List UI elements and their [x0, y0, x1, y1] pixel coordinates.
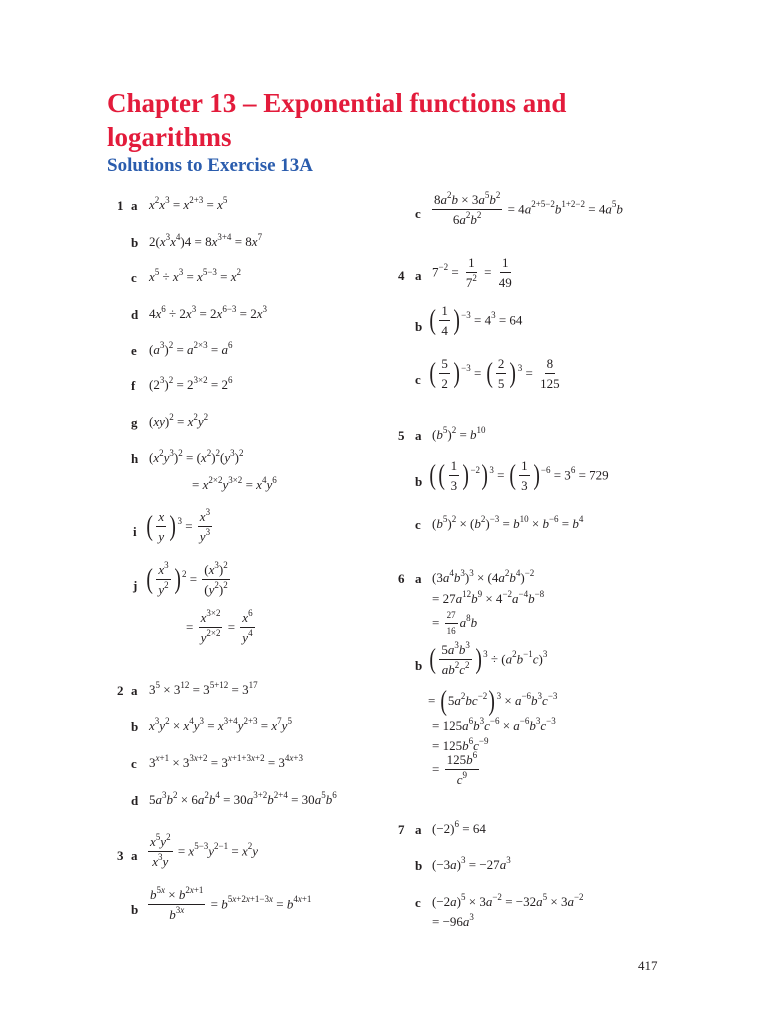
solution-line: $(x^2y^3)^2 = (x^2)^2(y^3)^2$: [149, 448, 244, 465]
solution-line: (( $\frac{1}{3}$ )$^{-2}$)$^3$ = ( $\frac{1}{3}$ )$^{-6} = 3^6 = 729$: [429, 458, 609, 494]
part-label: j: [133, 578, 138, 593]
solution-line: $(-2)^6 = 64$: [432, 819, 486, 836]
solution-line: $x^5 \div x^3 = x^{5-3} = x^2$: [149, 267, 242, 284]
part-label: b: [131, 719, 139, 734]
solution-line: $4x^6 \div 2x^3 = 2x^{6-3} = 2x^3$: [149, 304, 268, 321]
part-label: a: [415, 428, 422, 443]
solution-line: = $-96a^3$: [432, 912, 474, 929]
solution-line: = $x^{2\times 2}y^{3\times 2} = x^4y^6$: [192, 475, 277, 492]
solution-line: = $27a^{12}b^9 \times 4^{-2}a^{-4}b^{-8}$: [432, 589, 545, 606]
solution-line: $(xy)^2 = x^2y^2$: [149, 412, 209, 429]
part-label: g: [131, 415, 138, 430]
solution-line: $(a^3)^2 = a^{2\times 3} = a^6$: [149, 340, 233, 357]
part-label: d: [131, 793, 139, 808]
part-label: a: [131, 683, 138, 698]
part-label: f: [131, 378, 136, 393]
solution-line: $(b^5)^2 = b^{10}$: [432, 425, 486, 442]
part-label: c: [131, 756, 137, 771]
part-label: h: [131, 451, 139, 466]
part-label: b: [415, 858, 423, 873]
part-label: b: [131, 902, 139, 917]
solution-line: $2(x^3x^4)4 = 8x^{3+4} = 8x^7$: [149, 232, 263, 249]
solution-line: $7^{-2}$ = $\frac{1}{7^2}$ = $\frac{1}{49}$: [432, 255, 512, 291]
solution-line: ( $\frac{x}{y}$ )$^3$ = $\frac{x^3}{y^3}$: [146, 507, 211, 545]
part-label: i: [133, 524, 137, 539]
page-number: 417: [638, 958, 658, 973]
question-number: 5: [398, 428, 405, 443]
part-label: c: [131, 270, 137, 285]
solution-line: $(3a^4b^3)^3 \times (4a^2b^4)^{-2}$: [432, 568, 535, 585]
part-label: b: [131, 235, 139, 250]
solution-line: $(b^5)^2 \times (b^2)^{-3} = b^{10} \times b^{-6} = b^4$: [432, 514, 584, 531]
part-label: a: [415, 268, 422, 283]
solution-line: $\frac{8a^2b \times 3a^5b^2}{6a^2b^2}$ = $4a^{2+5-2}b^{1+2-2} = 4a^5b$: [434, 190, 623, 228]
solution-line: ( $\frac{1}{4}$ )$^{-3} = 4^3 = 64$: [429, 303, 523, 339]
question-number: 2: [117, 683, 124, 698]
part-label: a: [131, 198, 138, 213]
part-label: e: [131, 343, 137, 358]
solution-line: $(-2a)^5 \times 3a^{-2} = -32a^5 \times 3a^{-2}$: [432, 892, 584, 909]
question-number: 7: [398, 822, 405, 837]
solution-line: $3^{x+1} \times 3^{3x+2} = 3^{x+1+3x+2} = 3^{4x+3}$: [149, 753, 303, 770]
solution-line: ( $\frac{x^3}{y^2}$ )$^2$ = $\frac{(x^3)^2}{(y^2)^2}$: [146, 560, 228, 598]
part-label: c: [415, 895, 421, 910]
solution-line: $\frac{b^{5x} \times b^{2x+1}}{b^{3x}}$ = $b^{5x+2x+1-3x} = b^{4x+1}$: [150, 885, 312, 923]
question-number: 6: [398, 571, 405, 586]
question-number: 4: [398, 268, 405, 283]
exercise-heading: Solutions to Exercise 13A: [107, 155, 314, 176]
solution-line: = $125a^6b^3c^{-6} \times a^{-6}b^3c^{-3}$: [432, 716, 556, 733]
solution-line: = $\frac{x^{3\times 2}}{y^{2\times 2}}$ = $\frac{x^6}{y^4}$: [186, 608, 253, 646]
part-label: c: [415, 517, 421, 532]
solution-line: $3^5 \times 3^{12} = 3^{5+12} = 3^{17}$: [149, 680, 258, 697]
solution-line: = $\frac{125b^6}{c^9}$: [432, 750, 478, 788]
solution-line: ( $\frac{5a^3b^3}{ab^2c^2}$ )$^3 \div (a^2b^{-1}c)^3$: [429, 640, 548, 678]
solution-line: $x^2x^3 = x^{2+3} = x^5$: [149, 195, 228, 212]
part-label: b: [415, 319, 423, 334]
solution-line: $x^3y^2 \times x^4y^3 = x^{3+4}y^{2+3} = x^7y^5$: [149, 716, 292, 733]
part-label: b: [415, 658, 423, 673]
part-label: c: [415, 372, 421, 387]
chapter-title: Chapter 13 – Exponential functions and logarithms: [107, 88, 567, 152]
solution-line: $\frac{x^5y^2}{x^3y}$ = $x^{5-3}y^{2-1} = x^2y$: [150, 832, 259, 870]
solution-line: $(-3a)^3 = -27a^3$: [432, 855, 511, 872]
part-label: d: [131, 307, 139, 322]
solution-line: $5a^3b^2 \times 6a^2b^4 = 30a^{3+2}b^{2+4} = 30a^5b^6$: [149, 790, 337, 807]
solution-line: ( $\frac{5}{2}$ )$^{-3}$ = ( $\frac{2}{5}$ )$^3$ = $\frac{8}{125}$: [429, 356, 560, 392]
part-label: b: [415, 474, 423, 489]
question-number: 3: [117, 848, 124, 863]
question-number: 1: [117, 198, 124, 213]
part-label: a: [415, 822, 422, 837]
solution-line: = $(5a^2bc^{-2})^3 \times a^{-6}b^3c^{-3}$: [428, 686, 558, 717]
part-label: c: [415, 206, 421, 221]
solution-line: $(2^3)^2 = 2^{3\times 2} = 2^6$: [149, 375, 233, 392]
part-label: a: [131, 848, 138, 863]
solution-line: = $\frac{27}{16}$ $a^8b$: [432, 610, 478, 636]
solution-line: = $125b^6c^{-9}$: [432, 736, 489, 753]
part-label: a: [415, 571, 422, 586]
